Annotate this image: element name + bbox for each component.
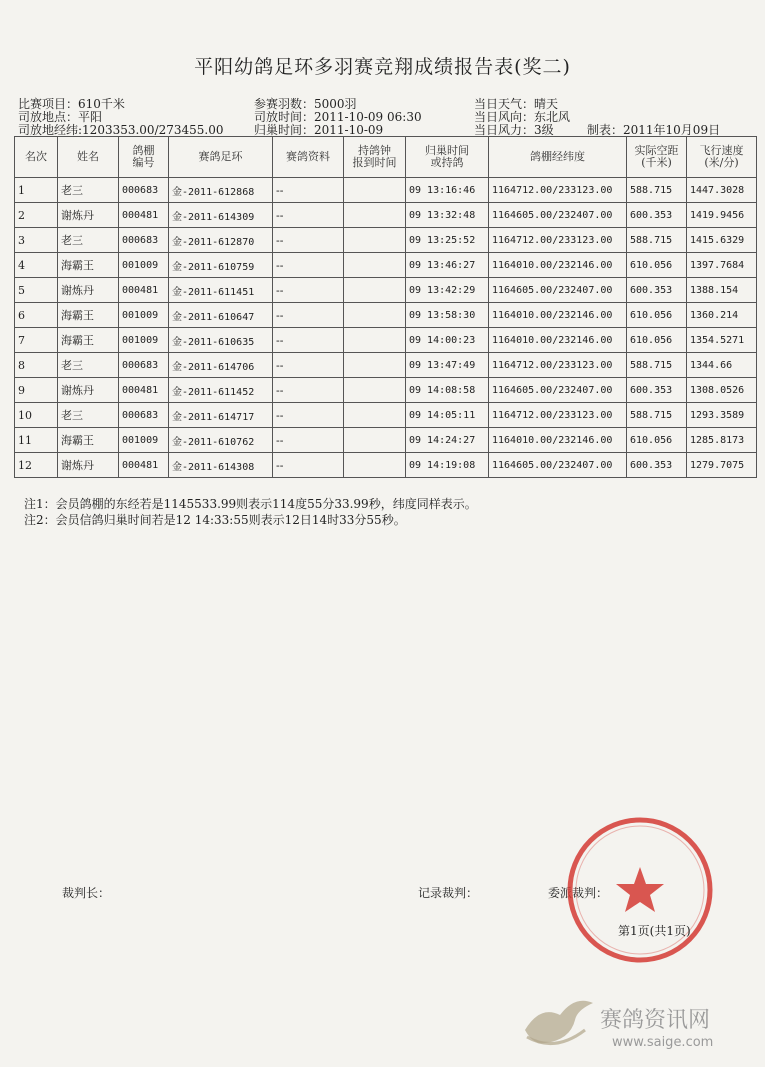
cell-loft-id: 000481: [119, 203, 169, 228]
cell-loft-id: 000683: [119, 228, 169, 253]
cell-ring: 金-2011-614309: [169, 203, 273, 228]
cell-distance: 610.056: [627, 428, 687, 453]
header-loft-id: 鸽棚 编号: [119, 137, 169, 178]
cell-coords: 1164605.00/232407.00: [489, 203, 627, 228]
cell-return-time: 09 13:58:30: [406, 303, 489, 328]
table-row: [15, 403, 757, 428]
table-row: [15, 378, 757, 403]
cell-coords: 1164605.00/232407.00: [489, 278, 627, 303]
cell-return-time: 09 14:05:11: [406, 403, 489, 428]
table-row: [15, 278, 757, 303]
cell-pigeon-info: --: [273, 228, 344, 253]
cell-pigeon-info: --: [273, 178, 344, 203]
cell-return-time: 09 14:19:08: [406, 453, 489, 478]
cell-ring: 金-2011-612868: [169, 178, 273, 203]
results-table: [14, 136, 757, 478]
cell-name: 海霸王: [58, 253, 119, 278]
cell-clock-time: [344, 303, 406, 328]
cell-distance: 610.056: [627, 253, 687, 278]
cell-ring: 金-2011-610647: [169, 303, 273, 328]
watermark-url: www.saige.com: [612, 1035, 714, 1050]
header-clock-time: 持鸽钟 报到时间: [344, 137, 406, 178]
cell-distance: 600.353: [627, 203, 687, 228]
cell-rank: 8: [15, 353, 58, 378]
cell-distance: 588.715: [627, 228, 687, 253]
cell-name: 谢炼丹: [58, 203, 119, 228]
cell-speed: 1447.3028: [687, 178, 757, 203]
cell-loft-id: 001009: [119, 328, 169, 353]
cell-return-time: 09 14:24:27: [406, 428, 489, 453]
cell-ring: 金-2011-610762: [169, 428, 273, 453]
star-icon: [616, 867, 664, 912]
cell-return-time: 09 13:32:48: [406, 203, 489, 228]
cell-ring: 金-2011-612870: [169, 228, 273, 253]
header-return-time: 归巢时间 或持鸽: [406, 137, 489, 178]
cell-loft-id: 000683: [119, 353, 169, 378]
cell-name: 谢炼丹: [58, 378, 119, 403]
page-number: 第1页(共1页): [618, 924, 691, 938]
wind-direction: 当日风向：东北风: [474, 110, 571, 124]
cell-name: 老三: [58, 403, 119, 428]
cell-coords: 1164605.00/232407.00: [489, 378, 627, 403]
wind-force: 当日风力：3级: [474, 123, 554, 137]
table-row: [15, 178, 757, 203]
cell-name: 海霸王: [58, 303, 119, 328]
cell-loft-id: 001009: [119, 428, 169, 453]
cell-loft-id: 000481: [119, 453, 169, 478]
cell-speed: 1397.7684: [687, 253, 757, 278]
cell-coords: 1164010.00/232146.00: [489, 303, 627, 328]
cell-rank: 4: [15, 253, 58, 278]
cell-pigeon-info: --: [273, 303, 344, 328]
cell-pigeon-info: --: [273, 428, 344, 453]
cell-rank: 6: [15, 303, 58, 328]
cell-return-time: 09 13:16:46: [406, 178, 489, 203]
note-2: 注2：会员信鸽归巢时间若是12 14:33:55则表示12日14时33分55秒。: [24, 513, 406, 527]
cell-ring: 金-2011-614308: [169, 453, 273, 478]
cell-clock-time: [344, 403, 406, 428]
cell-rank: 5: [15, 278, 58, 303]
cell-name: 老三: [58, 228, 119, 253]
table-row: [15, 428, 757, 453]
cell-speed: 1388.154: [687, 278, 757, 303]
delegate-label: 委派裁判：: [548, 886, 609, 900]
cell-name: 海霸王: [58, 428, 119, 453]
header-ring: 赛鸽足环: [169, 137, 273, 178]
cell-return-time: 09 13:47:49: [406, 353, 489, 378]
cell-loft-id: 000481: [119, 378, 169, 403]
cell-clock-time: [344, 428, 406, 453]
cell-clock-time: [344, 253, 406, 278]
header-pigeon-info: 赛鸽资料: [273, 137, 344, 178]
cell-name: 老三: [58, 178, 119, 203]
cell-clock-time: [344, 353, 406, 378]
event-info: 比赛项目：610千米: [18, 97, 125, 111]
cell-pigeon-info: --: [273, 253, 344, 278]
chief-judge-label: 裁判长：: [62, 886, 111, 900]
cell-rank: 12: [15, 453, 58, 478]
cell-speed: 1308.0526: [687, 378, 757, 403]
cell-pigeon-info: --: [273, 203, 344, 228]
cell-ring: 金-2011-611451: [169, 278, 273, 303]
made-date: 制表：2011年10月09日: [587, 123, 721, 137]
cell-speed: 1344.66: [687, 353, 757, 378]
cell-name: 老三: [58, 353, 119, 378]
table-row: [15, 328, 757, 353]
cell-speed: 1415.6329: [687, 228, 757, 253]
pigeon-logo-icon: [515, 985, 600, 1055]
cell-name: 谢炼丹: [58, 278, 119, 303]
cell-distance: 600.353: [627, 278, 687, 303]
cell-pigeon-info: --: [273, 378, 344, 403]
cell-speed: 1419.9456: [687, 203, 757, 228]
cell-speed: 1360.214: [687, 303, 757, 328]
cell-name: 谢炼丹: [58, 453, 119, 478]
cell-rank: 2: [15, 203, 58, 228]
cell-return-time: 09 14:08:58: [406, 378, 489, 403]
table-row: [15, 453, 757, 478]
cell-return-time: 09 13:42:29: [406, 278, 489, 303]
table-header-row: [15, 137, 757, 178]
cell-distance: 588.715: [627, 178, 687, 203]
table-row: [15, 228, 757, 253]
cell-return-time: 09 13:46:27: [406, 253, 489, 278]
cell-distance: 600.353: [627, 453, 687, 478]
cell-rank: 1: [15, 178, 58, 203]
cell-rank: 10: [15, 403, 58, 428]
cell-clock-time: [344, 203, 406, 228]
cell-loft-id: 000683: [119, 403, 169, 428]
cell-clock-time: [344, 178, 406, 203]
cell-pigeon-info: --: [273, 403, 344, 428]
cell-pigeon-info: --: [273, 453, 344, 478]
cell-ring: 金-2011-610759: [169, 253, 273, 278]
cell-return-time: 09 13:25:52: [406, 228, 489, 253]
cell-clock-time: [344, 378, 406, 403]
cell-coords: 1164010.00/232146.00: [489, 328, 627, 353]
cell-coords: 1164712.00/233123.00: [489, 353, 627, 378]
watermark-name: 赛鸽资讯网: [600, 1008, 711, 1033]
cell-coords: 1164712.00/233123.00: [489, 228, 627, 253]
header-rank: 名次: [15, 137, 58, 178]
release-time: 司放时间：2011-10-09 06:30: [254, 110, 422, 124]
header-distance: 实际空距 (千米): [627, 137, 687, 178]
table-row: [15, 253, 757, 278]
cell-coords: 1164712.00/233123.00: [489, 178, 627, 203]
header-speed: 飞行速度 (米/分): [687, 137, 757, 178]
cell-distance: 588.715: [627, 353, 687, 378]
recorder-label: 记录裁判：: [418, 886, 479, 900]
official-seal: [565, 815, 715, 965]
cell-speed: 1293.3589: [687, 403, 757, 428]
release-coords: 司放地经纬:1203353.00/273455.00: [18, 123, 224, 137]
release-location: 司放地点：平阳: [18, 110, 103, 124]
cell-pigeon-info: --: [273, 278, 344, 303]
cell-ring: 金-2011-610635: [169, 328, 273, 353]
cell-clock-time: [344, 453, 406, 478]
cell-clock-time: [344, 278, 406, 303]
cell-loft-id: 001009: [119, 303, 169, 328]
cell-ring: 金-2011-611452: [169, 378, 273, 403]
cell-name: 海霸王: [58, 328, 119, 353]
cell-speed: 1279.7075: [687, 453, 757, 478]
cell-coords: 1164010.00/232146.00: [489, 428, 627, 453]
cell-distance: 610.056: [627, 303, 687, 328]
cell-speed: 1285.8173: [687, 428, 757, 453]
cell-rank: 9: [15, 378, 58, 403]
header-name: 姓名: [58, 137, 119, 178]
cell-rank: 3: [15, 228, 58, 253]
cell-speed: 1354.5271: [687, 328, 757, 353]
cell-coords: 1164605.00/232407.00: [489, 453, 627, 478]
cell-loft-id: 000481: [119, 278, 169, 303]
cell-rank: 7: [15, 328, 58, 353]
cell-pigeon-info: --: [273, 328, 344, 353]
cell-loft-id: 000683: [119, 178, 169, 203]
cell-distance: 600.353: [627, 378, 687, 403]
cell-distance: 588.715: [627, 403, 687, 428]
cell-distance: 610.056: [627, 328, 687, 353]
participant-count: 参赛羽数：5000羽: [254, 97, 357, 111]
cell-clock-time: [344, 228, 406, 253]
weather-info: 当日天气：晴天: [474, 97, 559, 111]
header-coords: 鸽棚经纬度: [489, 137, 627, 178]
cell-ring: 金-2011-614706: [169, 353, 273, 378]
cell-pigeon-info: --: [273, 353, 344, 378]
cell-clock-time: [344, 328, 406, 353]
report-title: 平阳幼鸽足环多羽赛竞翔成绩报告表(奖二): [194, 56, 571, 78]
cell-rank: 11: [15, 428, 58, 453]
cell-ring: 金-2011-614717: [169, 403, 273, 428]
cell-loft-id: 001009: [119, 253, 169, 278]
return-time: 归巢时间：2011-10-09: [254, 123, 384, 137]
table-row: [15, 303, 757, 328]
note-1: 注1：会员鸽棚的东经若是1145533.99则表示114度55分33.99秒，纬度同样表示。: [24, 497, 477, 511]
cell-coords: 1164010.00/232146.00: [489, 253, 627, 278]
cell-coords: 1164712.00/233123.00: [489, 403, 627, 428]
table-row: [15, 353, 757, 378]
cell-return-time: 09 14:00:23: [406, 328, 489, 353]
table-row: [15, 203, 757, 228]
